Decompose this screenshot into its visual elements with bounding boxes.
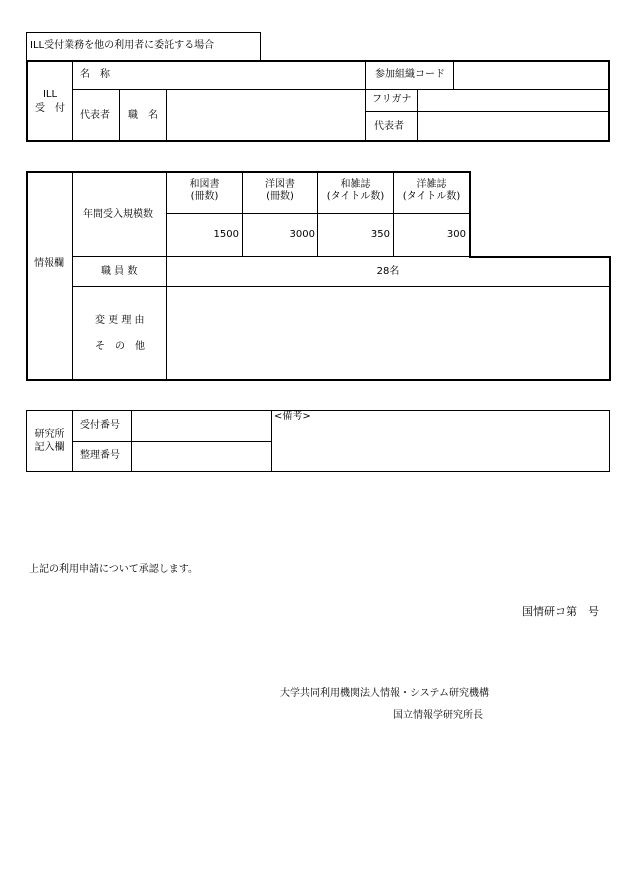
value-yo-journals[interactable]: 300: [446, 229, 466, 240]
value-wa-journals[interactable]: 350: [370, 229, 390, 240]
remarks-label: <備考>: [274, 411, 311, 422]
staff-value[interactable]: 28名: [376, 266, 400, 277]
position-label: 職 名: [128, 110, 158, 121]
approval-text: 上記の利用申請について承認します。: [29, 564, 198, 575]
annual-label: 年間受入規模数: [83, 209, 153, 220]
name-label: 名 称: [80, 69, 110, 80]
receipt-label: 受付番号: [80, 420, 120, 431]
representative-name-label: 代表者: [374, 121, 404, 132]
representative-name-field[interactable]: [418, 112, 608, 140]
header-wa-journals: 和雑誌 (タイトル数): [326, 179, 385, 202]
representative-label: 代表者: [80, 110, 110, 121]
arrange-label: 整理番号: [80, 450, 120, 461]
furigana-field[interactable]: [418, 90, 608, 110]
value-yo-books[interactable]: 3000: [289, 229, 315, 240]
org-code-field[interactable]: [454, 62, 608, 88]
reason-label: 変 更 理 由: [95, 315, 145, 326]
org-code-label: 参加組織コード: [375, 69, 445, 80]
director-title: 国立情報学研究所長: [393, 710, 483, 721]
ill-row-header: ILL 受 付: [35, 89, 65, 114]
other-label: そ の 他: [95, 341, 145, 352]
name-field[interactable]: [120, 62, 364, 88]
header-wa-books: 和図書 (冊数): [189, 179, 220, 202]
caption-text: ILL受付業務を他の利用者に委託する場合: [30, 40, 215, 51]
header-yo-journals: 洋雑誌 (タイトル数): [402, 179, 461, 202]
institute-section-label: 研究所 記入欄: [34, 429, 65, 453]
furigana-label: フリガナ: [372, 94, 412, 105]
header-yo-books: 洋図書 (冊数): [265, 179, 295, 202]
organization-name: 大学共同利用機関法人情報・システム研究機構: [280, 688, 489, 699]
position-field[interactable]: [167, 90, 364, 140]
value-wa-books[interactable]: 1500: [213, 229, 239, 240]
staff-label: 職 員 数: [101, 266, 138, 277]
reason-field[interactable]: [168, 288, 608, 378]
document-number: 国情研コ第 号: [522, 605, 599, 618]
info-section-label: 情報欄: [34, 258, 64, 269]
